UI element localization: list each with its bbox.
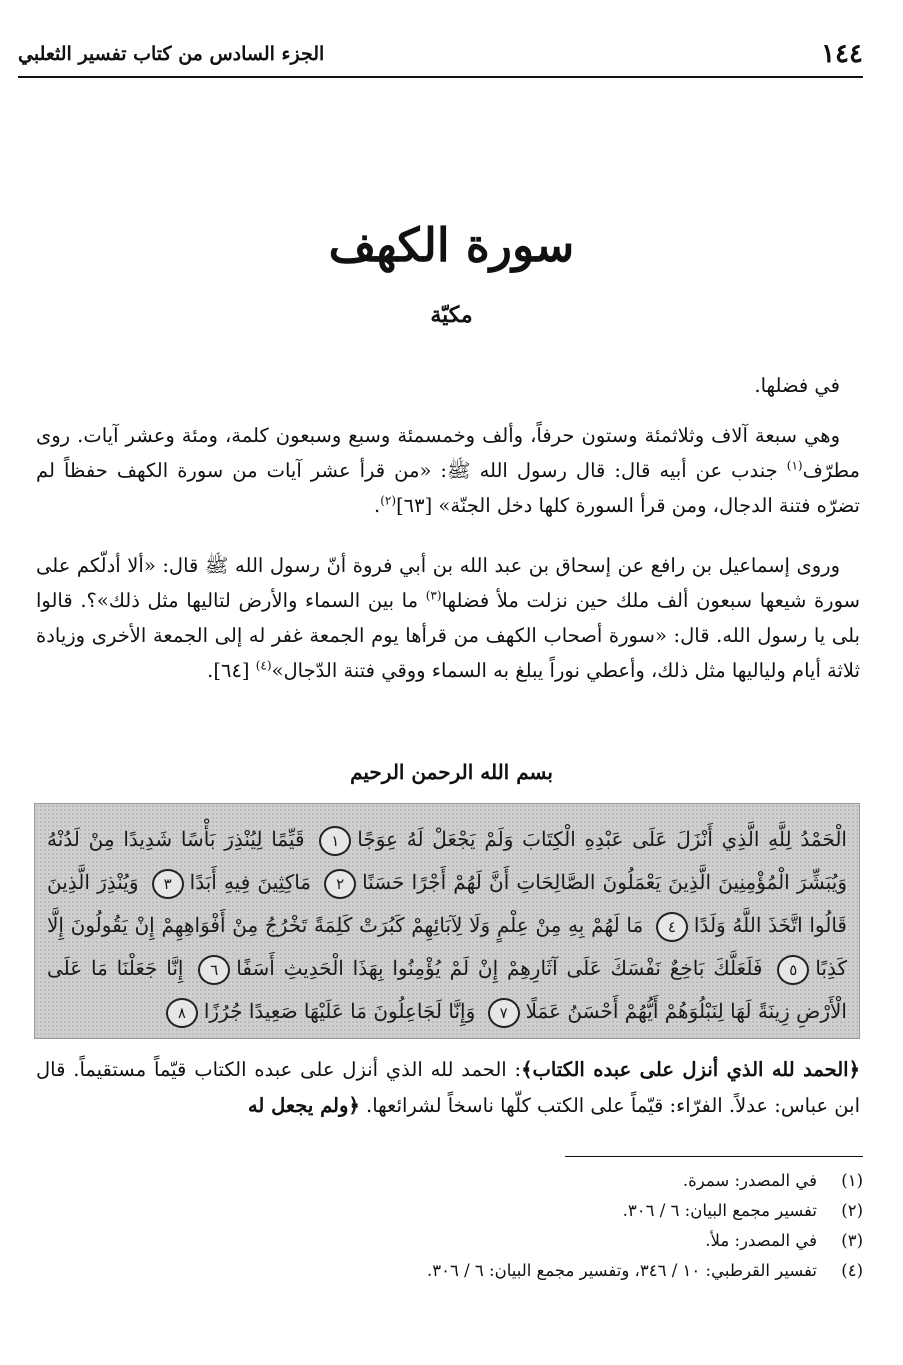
footnote-item [39,1256,863,1286]
verse-number-marker: ٧ [488,998,520,1028]
footnote-item [39,1196,863,1226]
verse-text: مَاكِثِينَ فِيهِ أَبَدًا [189,870,312,894]
page-number: ١٤٤ [821,39,863,69]
footnotes [39,1166,863,1286]
footnote-ref-1[interactable]: (١) [786,458,803,473]
commentary-paragraph [36,1052,860,1124]
footnote-text: تفسير مجمع البيان: ٦ / ٣٠٦. [622,1201,817,1220]
footnote-text: في المصدر: سمرة. [682,1171,817,1190]
basmala-heading: بسم الله الرحمن الرحيم [350,760,553,784]
verse-text: إِنَّا جَعَلْنَا مَا عَلَى الْأَرْضِ زِينَةً لَهَا لِنَبْلُوَهُمْ أَيُّهُمْ أَحْسَنُ عَمَلًا [47,956,847,1023]
ismail-text-c: [٦٤]. [207,659,256,682]
verse-number-marker: ٤ [656,912,688,942]
verse-text: قَيِّمًا لِيُنْذِرَ بَأْسًا شَدِيدًا مِنْ لَدُنْهُ وَيُبَشِّرَ الْمُؤْمِنِينَ الَّذِينَ يَعْمَلُونَ الصَّالِحَاتِ أَنَّ لَهُمْ أَجْرًا حَسَنًا [47,827,848,894]
surah-type: مكيّة [430,302,473,328]
verse-text: وَيُنْذِرَ الَّذِينَ قَالُوا اتَّخَذَ اللَّهُ وَلَدًا [47,870,847,937]
footnote-number: (١) [841,1171,863,1190]
footnote-item [39,1166,863,1196]
footnote-divider [565,1156,863,1157]
quran-verses-box [34,803,860,1039]
footnote-ref-3[interactable]: (٣) [425,588,442,603]
footnote-ref-4[interactable]: (٤) [255,658,272,673]
verse-text: مَا لَهُمْ بِهِ مِنْ عِلْمٍ وَلَا لِآبَائِهِمْ كَبُرَتْ كَلِمَةً تَخْرُجُ مِنْ أَفْوَاهِهِمْ إِنْ يَقُولُونَ إِلَّا كَذِبًا [47,913,847,980]
footnote-number: (٢) [841,1201,863,1220]
verse-number-marker: ٨ [166,998,198,1028]
letter-count-text: وهي سبعة آلاف وثلاثمئة وستون حرفاً، وألف وخمسمئة وسبع وسبعون كلمة، ومئة وعشر آيات. [77,424,841,447]
footnote-text: في المصدر: ملأ. [705,1231,817,1250]
verse-text: فَلَعَلَّكَ بَاخِعٌ نَفْسَكَ عَلَى آثَارِهِمْ إِنْ لَمْ يُؤْمِنُوا بِهَذَا الْحَدِيثِ أَسَفًا [236,956,763,980]
mutarrif-text-b: جندب عن أبيه قال: قال رسول الله ﷺ: «من قرأ عشر آيات من سورة الكهف حفظاً لم تضرّه فتنة الدجال، ومن قرأ السورة كلها دخل الجنّة» [٦٣] [36,459,860,517]
verse-number-marker: ٢ [324,869,356,899]
ismail-text-b: ما بين السماء والأرض لتاليها مثل ذلك»؟. قالوا بلى يا رسول الله. قال: «سورة أصحاب الكهف من قرأها يوم الجمعة غفر له إلى الجمعة الأخرى وزيادة ثلاثة أيام ولياليها مثل ذلك، وأعطي نوراً يبلغ به السماء ووقي فتنة الدّجال» [36,589,860,682]
period: . [374,494,381,517]
mutarrif-text-a: روى مطرّف [36,424,860,482]
surah-title: سورة الكهف [328,218,575,272]
quoted-verse-bold: ﴿ولم يجعل له [247,1094,360,1117]
footnote-item [39,1226,863,1256]
footnote-number: (٤) [841,1261,863,1280]
verse-text: الْحَمْدُ لِلَّهِ الَّذِي أَنْزَلَ عَلَى عَبْدِهِ الْكِتَابَ وَلَمْ يَجْعَلْ لَهُ عِوَجًا [357,827,847,851]
verse-number-marker: ١ [319,826,351,856]
quoted-verse-bold: ﴿الحمد لله الذي أنزل على عبده الكتاب﴾ [521,1058,861,1081]
footnote-ref-2[interactable]: (٢) [380,493,397,508]
intro-paragraph-counts [36,418,860,523]
running-title: الجزء السادس من كتاب تفسير الثعلبي [18,43,325,65]
virtue-heading: في فضلها. [754,374,840,397]
commentary-text: : الحمد لله الذي أنزل على عبده الكتاب قيّماً مستقيماً. قال ابن عباس: عدلاً. الفرّاء: قيّماً على الكتب كلّها ناسخاً لشرائعها. [36,1058,860,1117]
footnote-text: تفسير القرطبي: ١٠ / ٣٤٦، وتفسير مجمع البيان: ٦ / ٣٠٦. [427,1261,817,1280]
footnote-number: (٣) [841,1231,863,1250]
verse-number-marker: ٦ [198,955,230,985]
intro-paragraph-ismail [36,548,860,688]
header-divider [18,76,863,78]
page-header [18,34,863,74]
verse-number-marker: ٣ [152,869,184,899]
ismail-text-a: وروى إسماعيل بن رافع عن إسحاق بن عبد الله بن أبي فروة أنّ رسول الله ﷺ قال: «ألا أدلّكم على سورة شيعها سبعون ألف ملك حين نزلت ملأ فضلها [36,554,861,612]
verse-text: وَإِنَّا لَجَاعِلُونَ مَا عَلَيْهَا صَعِيدًا جُرُزًا [203,999,476,1023]
verse-number-marker: ٥ [777,955,809,985]
